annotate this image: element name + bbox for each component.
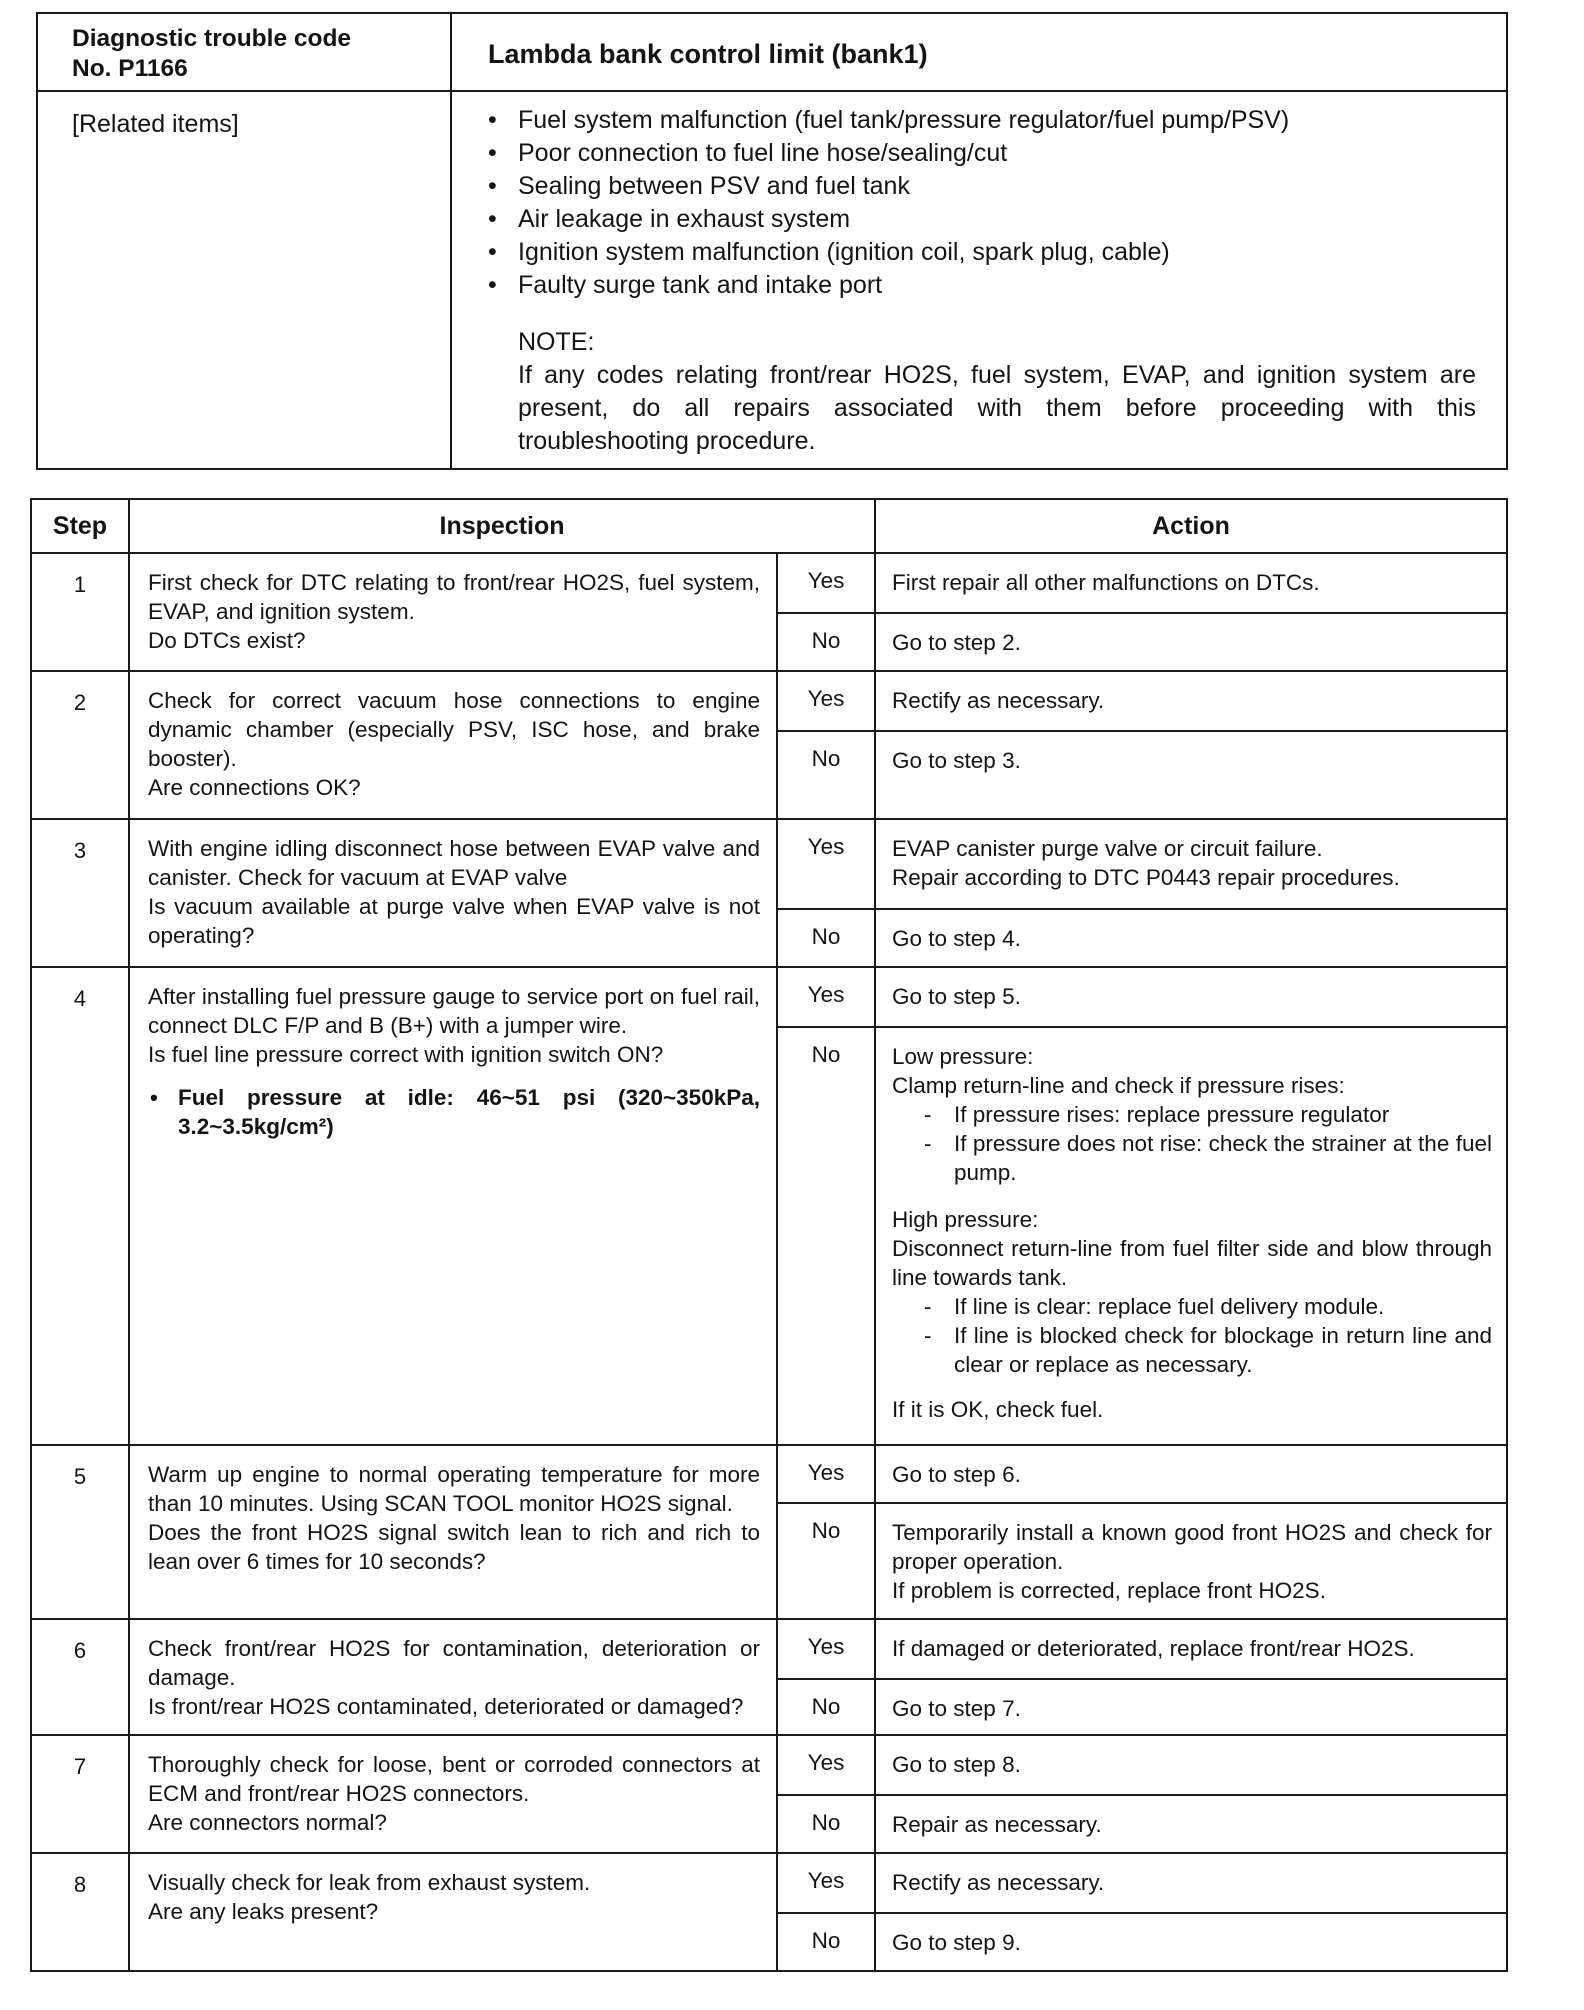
low-pressure-item: - If pressure does not rise: check the strainer at the fuel pump. [892, 1129, 1492, 1187]
yes-action: First repair all other malfunctions on DTCs. [875, 553, 1507, 613]
low-pressure-text: Clamp return-line and check if pressure rises: [892, 1073, 1345, 1098]
no-action: Go to step 2. [875, 613, 1507, 671]
table-row [31, 671, 1507, 731]
no-label: No [777, 909, 875, 967]
dtc-code-label [37, 13, 451, 91]
no-action [875, 1027, 1507, 1445]
inspection-text: Check for correct vacuum hose connections to engine dynamic chamber (especially PSV, ISC hose, and brake booster). [148, 688, 760, 771]
yes-action: Rectify as necessary. [875, 671, 1507, 731]
yes-action: Go to step 5. [875, 967, 1507, 1027]
inspection-text: Check front/rear HO2S for contamination, deterioration or damage. [148, 1636, 760, 1690]
high-pressure-title: High pressure: [892, 1207, 1039, 1232]
related-items-list [488, 104, 1476, 302]
step-number: 8 [31, 1853, 129, 1971]
step-number: 5 [31, 1445, 129, 1619]
no-label: No [777, 613, 875, 671]
no-label: No [777, 1795, 875, 1853]
troubleshooting-steps-table [30, 498, 1508, 1972]
dtc-code-label-line1: Diagnostic trouble code [72, 25, 352, 52]
yes-label: Yes [777, 967, 875, 1027]
inspection-question: Does the front HO2S signal switch lean to rich and rich to lean over 6 times for 10 seconds? [148, 1520, 760, 1574]
step-number: 6 [31, 1619, 129, 1735]
yes-action-line: EVAP canister purge valve or circuit failure. [892, 836, 1323, 861]
yes-label: Yes [777, 1445, 875, 1503]
step-inspection [129, 819, 777, 967]
column-header-inspection: Inspection [129, 499, 875, 553]
related-item: • Ignition system malfunction (ignition coil, spark plug, cable) [488, 236, 1476, 269]
yes-action: Rectify as necessary. [875, 1853, 1507, 1913]
no-action: Go to step 9. [875, 1913, 1507, 1971]
step-inspection [129, 967, 777, 1445]
step-number: 7 [31, 1735, 129, 1853]
fuel-pressure-spec: • Fuel pressure at idle: 46~51 psi (320~350kPa, 3.2~3.5kg/cm²) [148, 1083, 760, 1141]
note-title: NOTE: [518, 328, 595, 356]
step-inspection [129, 1619, 777, 1735]
inspection-text: With engine idling disconnect hose between EVAP valve and canister. Check for vacuum at EVAP valve [148, 836, 760, 890]
step-number: 1 [31, 553, 129, 671]
related-item: • Fuel system malfunction (fuel tank/pressure regulator/fuel pump/PSV) [488, 104, 1476, 137]
yes-action: Go to step 6. [875, 1445, 1507, 1503]
high-pressure-text: Disconnect return-line from fuel filter side and blow through line towards tank. [892, 1236, 1493, 1290]
inspection-question: Do DTCs exist? [148, 628, 306, 653]
inspection-question: Is fuel line pressure correct with ignition switch ON? [148, 1042, 664, 1067]
inspection-text: Thoroughly check for loose, bent or corroded connectors at ECM and front/rear HO2S connectors. [148, 1752, 760, 1806]
high-pressure-item: - If line is blocked check for blockage in return line and clear or replace as necessary. [892, 1321, 1492, 1379]
low-pressure-title: Low pressure: [892, 1044, 1034, 1069]
step-number: 2 [31, 671, 129, 819]
yes-label: Yes [777, 1853, 875, 1913]
related-item: • Sealing between PSV and fuel tank [488, 170, 1476, 203]
related-items-cell [451, 91, 1507, 469]
inspection-question: Are connections OK? [148, 775, 361, 800]
no-action [875, 1503, 1507, 1619]
inspection-question: Are connectors normal? [148, 1810, 387, 1835]
yes-label: Yes [777, 1619, 875, 1679]
related-item: • Faulty surge tank and intake port [488, 269, 1476, 302]
step-inspection [129, 1445, 777, 1619]
yes-action [875, 819, 1507, 909]
inspection-question: Is vacuum available at purge valve when EVAP valve is not operating? [148, 894, 760, 948]
step-number: 3 [31, 819, 129, 967]
yes-label: Yes [777, 819, 875, 909]
no-label: No [777, 1027, 875, 1445]
no-label: No [777, 1503, 875, 1619]
yes-label: Yes [777, 1735, 875, 1795]
table-row [31, 553, 1507, 613]
column-header-action: Action [875, 499, 1507, 553]
no-action-line: Temporarily install a known good front HO2S and check for proper operation. [892, 1520, 1493, 1574]
table-row [31, 1619, 1507, 1679]
step-number: 4 [31, 967, 129, 1445]
related-item: • Air leakage in exhaust system [488, 203, 1476, 236]
table-header-row [31, 499, 1507, 553]
inspection-text: After installing fuel pressure gauge to service port on fuel rail, connect DLC F/P and B (B+) with a jumper wire. [148, 984, 760, 1038]
no-action: Go to step 4. [875, 909, 1507, 967]
table-row [31, 967, 1507, 1027]
no-action: Repair as necessary. [875, 1795, 1507, 1853]
yes-label: Yes [777, 671, 875, 731]
yes-action: Go to step 8. [875, 1735, 1507, 1795]
no-label: No [777, 1913, 875, 1971]
step-inspection [129, 553, 777, 671]
inspection-text: Visually check for leak from exhaust system. [148, 1870, 591, 1895]
no-action: Go to step 7. [875, 1679, 1507, 1735]
note-text: If any codes relating front/rear HO2S, fuel system, EVAP, and ignition system are present, do all repairs associated with them before proceeding with this troubleshooting procedure. [518, 361, 1476, 455]
low-pressure-item: - If pressure rises: replace pressure regulator [892, 1100, 1492, 1129]
dtc-code-number: No. P1166 [72, 55, 188, 82]
yes-action-line: Repair according to DTC P0443 repair procedures. [892, 865, 1400, 890]
no-action-line: If problem is corrected, replace front HO2S. [892, 1578, 1326, 1603]
high-pressure-item: - If line is clear: replace fuel delivery module. [892, 1292, 1492, 1321]
step-inspection [129, 671, 777, 819]
step-inspection [129, 1853, 777, 1971]
dtc-title: Lambda bank control limit (bank1) [451, 13, 1507, 91]
inspection-text: First check for DTC relating to front/rear HO2S, fuel system, EVAP, and ignition system. [148, 570, 760, 624]
table-row [31, 819, 1507, 909]
table-row [31, 1445, 1507, 1503]
note-block [518, 326, 1476, 458]
step-inspection [129, 1735, 777, 1853]
no-label: No [777, 731, 875, 819]
table-row [31, 1853, 1507, 1913]
dtc-header-table [36, 12, 1508, 470]
inspection-question: Are any leaks present? [148, 1899, 379, 1924]
inspection-text: Warm up engine to normal operating temperature for more than 10 minutes. Using SCAN TOOL monitor HO2S signal. [148, 1462, 760, 1516]
yes-label: Yes [777, 553, 875, 613]
final-check-text: If it is OK, check fuel. [892, 1397, 1104, 1422]
no-label: No [777, 1679, 875, 1735]
related-item: • Poor connection to fuel line hose/sealing/cut [488, 137, 1476, 170]
related-items-label: [Related items] [37, 91, 451, 469]
yes-action: If damaged or deteriorated, replace front/rear HO2S. [875, 1619, 1507, 1679]
column-header-step: Step [31, 499, 129, 553]
no-action: Go to step 3. [875, 731, 1507, 819]
table-row [31, 1735, 1507, 1795]
inspection-question: Is front/rear HO2S contaminated, deteriorated or damaged? [148, 1694, 744, 1719]
